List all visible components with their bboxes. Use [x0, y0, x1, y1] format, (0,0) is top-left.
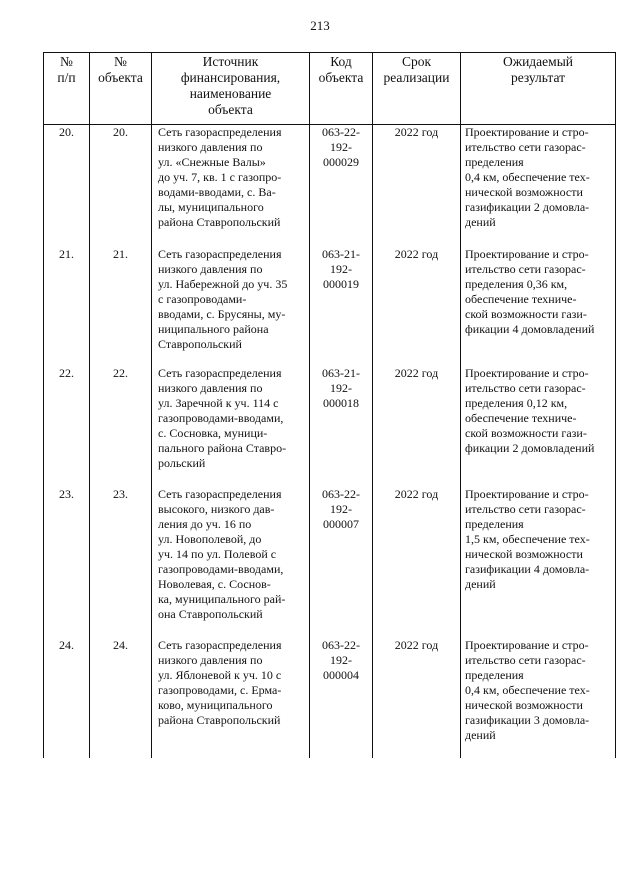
cell-code: 063-22- 192- 000007 [310, 486, 373, 637]
cell-code: 063-22- 192- 000004 [310, 637, 373, 758]
cell-object-number: 23. [90, 486, 152, 637]
cell-source: Сеть газораспределения низкого давления по ул. Яблоневой к уч. 10 с газопроводами, с. Ерма- ково, муниципального района Ставропольский [152, 637, 310, 758]
table-row [44, 486, 616, 637]
cell-term: 2022 год [373, 637, 461, 758]
cell-row-number: 24. [44, 637, 90, 758]
cell-result: Проектирование и стро- ительство сети газорас- пределения 0,4 км, обеспечение тех- нической возможности газификации 2 домовла- дений [465, 125, 590, 229]
cell-row-number: 22. [44, 365, 90, 486]
cell-row-number: 21. [44, 246, 90, 365]
page-number: 213 [310, 18, 330, 33]
cell-object-number: 22. [90, 365, 152, 486]
table-row [44, 637, 616, 758]
cell-object-number: 24. [90, 637, 152, 758]
table-header [44, 53, 616, 125]
cell-object-number: 20. [90, 125, 152, 247]
cell-source: Сеть газораспределения низкого давления по ул. Заречной к уч. 114 с газопроводами-вводами, с. Сосновка, муници- пального района Ставро- pольский [152, 365, 310, 486]
header-source: Источник финансирования, наименование объекта [152, 53, 310, 125]
header-term: Срок реализации [373, 53, 461, 125]
cell-object-number: 21. [90, 246, 152, 365]
header-code: Код объекта [310, 53, 373, 125]
cell-code: 063-22- 192- 000029 [310, 125, 373, 247]
cell-term: 2022 год [373, 246, 461, 365]
cell-result: Проектирование и стро- ительство сети газорас- пределения 0,4 км, обеспечение тех- нической возможности газификации 3 домовла- дений [465, 638, 590, 742]
cell-source: Сеть газораспределения низкого давления по ул. Набережной до уч. 35 с газопроводами- вводами, с. Брусяны, му- ниципального района Ставропольский [152, 246, 310, 365]
cell-row-number: 23. [44, 486, 90, 637]
cell-result: Проектирование и стро- ительство сети газорас- пределения 0,36 км, обеспечение техниче- ской возможности гази- фикации 4 домовладений [465, 247, 595, 336]
header-row-number: № п/п [44, 53, 90, 125]
header-object-number: № объекта [90, 53, 152, 125]
cell-code: 063-21- 192- 000019 [310, 246, 373, 365]
cell-term: 2022 год [373, 486, 461, 637]
cell-source: Сеть газораспределения высокого, низкого дав- ления до уч. 16 по ул. Новополевой, до уч. 14 по ул. Полевой с газопроводами-вводами, Новолевая, с. Соснов- ка, муниципального рай- она Ставропольский [152, 486, 310, 637]
cell-source: Сеть газораспределения низкого давления по ул. «Снежные Валы» до уч. 7, кв. 1 с газопро- водами-вводами, с. Ва- лы, муниципального района Ставропольский [152, 125, 310, 247]
cell-term: 2022 год [373, 125, 461, 247]
cell-result: Проектирование и стро- ительство сети газорас- пределения 0,12 км, обеспечение техниче- ской возможности гази- фикации 2 домовладений [465, 366, 595, 455]
header-result: Ожидаемый результат [461, 53, 616, 125]
table-row [44, 125, 616, 247]
cell-result: Проектирование и стро- ительство сети газорас- пределения 1,5 км, обеспечение тех- нической возможности газификации 4 домовла- дений [465, 487, 590, 591]
objects-table [43, 52, 616, 758]
table-row [44, 246, 616, 365]
cell-code: 063-21- 192- 000018 [310, 365, 373, 486]
cell-term: 2022 год [373, 365, 461, 486]
cell-row-number: 20. [44, 125, 90, 247]
table-row [44, 365, 616, 486]
